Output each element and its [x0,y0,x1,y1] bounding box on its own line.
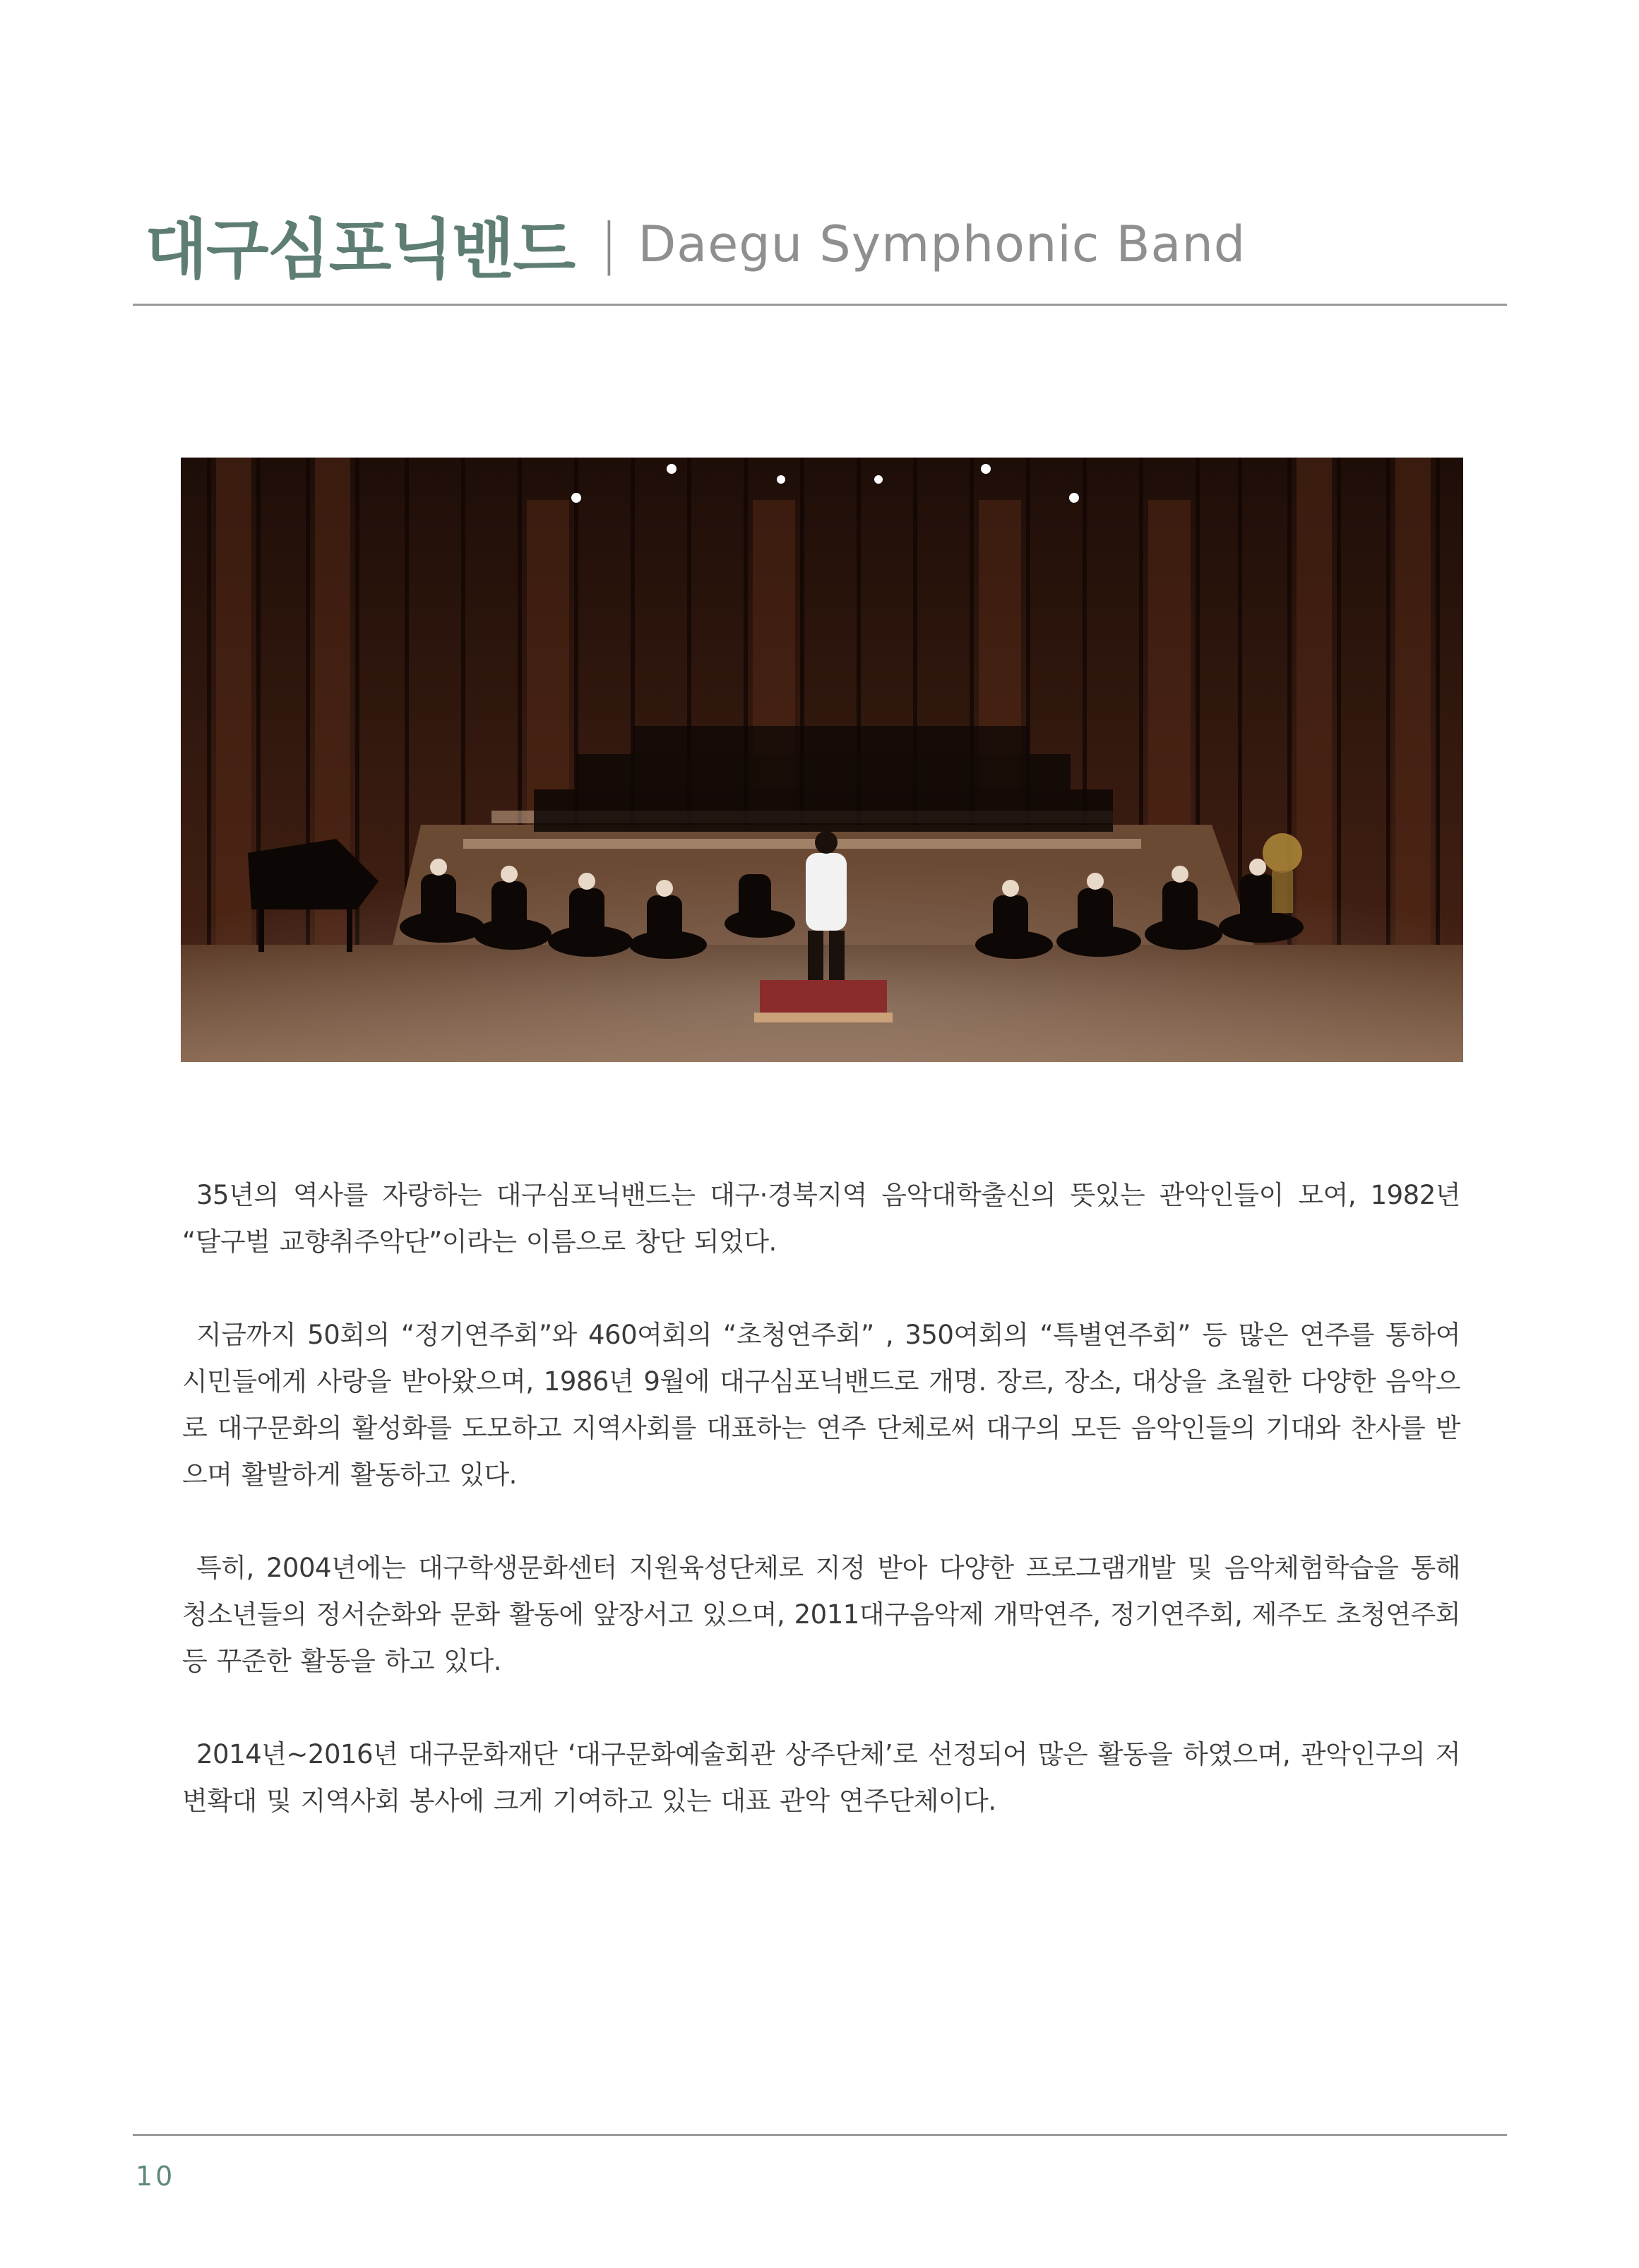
page-header [145,198,1246,291]
body-text [182,1172,1460,1871]
title-separator: | [600,213,619,276]
paragraph-concerts: 지금까지 50회의 “정기연주회”와 460여회의 “초청연주회” , 350여회의 “특별연주회” 등 많은 연주를 통하여 시민들에게 사랑을 받아왔으며, 1986년 9월에 대구심포닉밴드로 개명. 장르, 장소, 대상을 초월한 다양한 음악으로 대구문화의 활성화를 도모하고 지역사회를 대표하는 연주 단체로써 대구의 모든 음악인들의 기대와 찬사를 받으며 활발하게 활동하고 있다. [182,1320,1460,1490]
page-title-korean: 대구심포닉밴드 [145,212,575,287]
page-number: 10 [136,2161,176,2192]
concert-photo [181,458,1463,1062]
paragraph-resident-group: 2014년~2016년 대구문화재단 ‘대구문화예술회관 상주단체’로 선정되어 많은 활동을 하였으며, 관악인구의 저변확대 및 지역사회 봉사에 크게 기여하고 있는 대표 관악 연주단체이다. [182,1739,1460,1816]
footer-divider [133,2134,1507,2136]
paragraph-history: 35년의 역사를 자랑하는 대구심포닉밴드는 대구·경북지역 음악대학출신의 뜻있는 관악인들이 모여, 1982년 “달구벌 교향취주악단”이라는 이름으로 창단 되었다. [182,1180,1460,1257]
paragraph-youth-programs: 특히, 2004년에는 대구학생문화센터 지원육성단체로 지정 받아 다양한 프로그램개발 및 음악체험학습을 통해 청소년들의 정서순화와 문화 활동에 앞장서고 있으며, 2011대구음악제 개막연주, 정기연주회, 제주도 초청연주회 등 꾸준한 활동을 하고 있다. [182,1553,1460,1676]
page-title-english: Daegu Symphonic Band [638,215,1246,273]
header-divider [133,304,1507,306]
concert-hall-illustration [181,458,1463,1062]
